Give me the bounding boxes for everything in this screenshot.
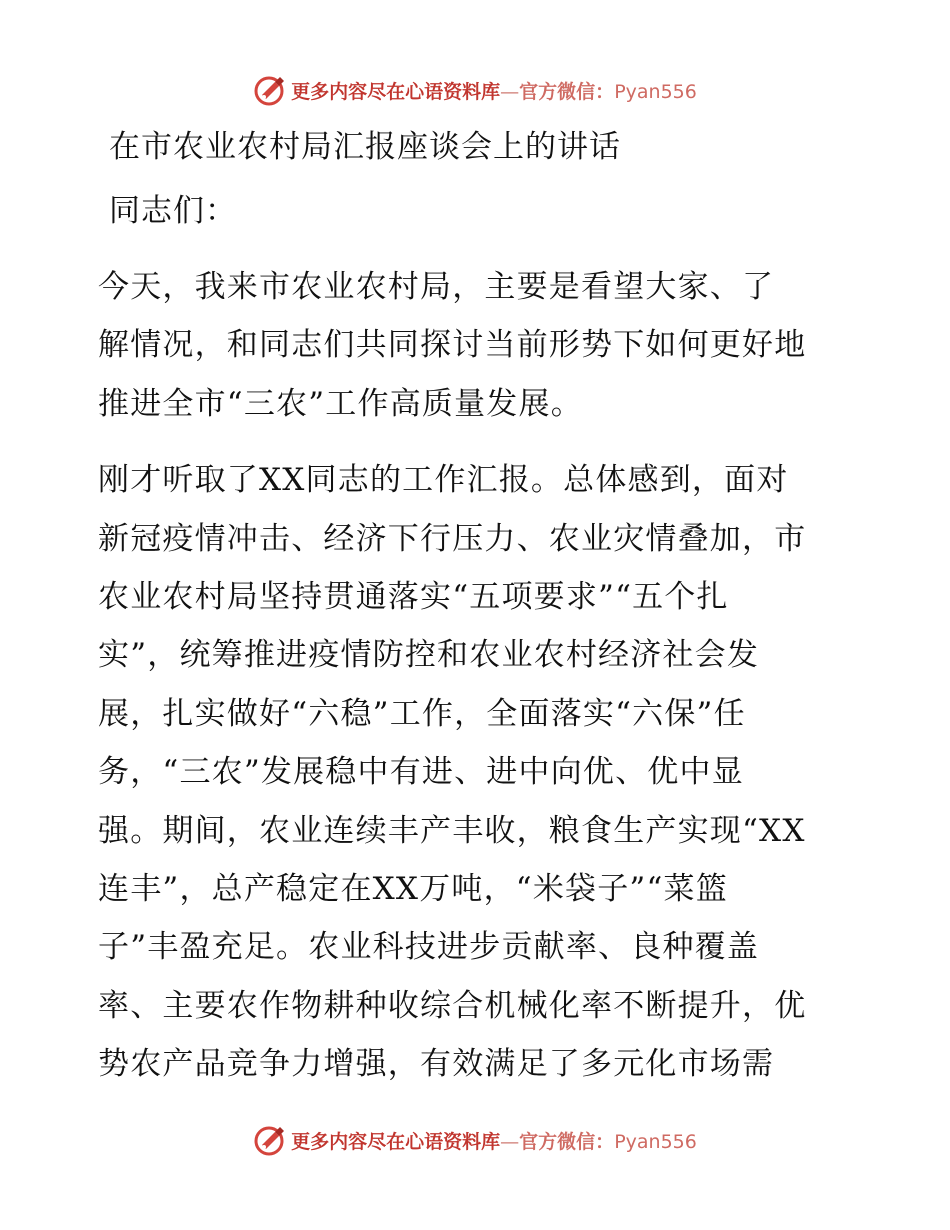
watermark-handle: Pyan556 bbox=[614, 1130, 697, 1153]
salutation: 同志们： bbox=[109, 193, 237, 229]
paragraph-line: 强。期间，农业连续丰产丰收，粮食生产实现“XX bbox=[98, 812, 806, 849]
paragraph-line: 刚才听取了XX同志的工作汇报。总体感到，面对 bbox=[98, 462, 789, 499]
paragraph-line: 新冠疫情冲击、经济下行压力、农业灾情叠加，市 bbox=[98, 520, 807, 557]
watermark-separator: — bbox=[500, 1130, 520, 1153]
watermark-group bbox=[253, 1123, 697, 1157]
paragraph-1 bbox=[98, 258, 858, 433]
footer-watermark bbox=[0, 1120, 950, 1160]
paragraph-line: 率、主要农作物耕种收综合机械化率不断提升，优 bbox=[98, 987, 807, 1024]
paragraph-line: 务，“三农”发展稳中有进、进中向优、优中显 bbox=[98, 754, 744, 791]
paragraph-2 bbox=[98, 451, 858, 1093]
paragraph-line: 子”丰盈充足。农业科技进步贡献率、良种覆盖 bbox=[98, 929, 760, 966]
pen-logo-icon bbox=[253, 1123, 287, 1157]
paragraph-line: 农业农村局坚持贯通落实“五项要求”“五个扎 bbox=[98, 579, 729, 616]
pen-logo-icon bbox=[253, 73, 287, 107]
watermark-text bbox=[291, 1127, 697, 1154]
watermark-brand: 更多内容尽在心语资料库 bbox=[291, 80, 501, 103]
document-body bbox=[98, 118, 858, 1094]
paragraph-line: 势农产品竞争力增强，有效满足了多元化市场需 bbox=[98, 1046, 775, 1083]
paragraph-line: 解情况，和同志们共同探讨当前形势下如何更好地 bbox=[98, 327, 807, 364]
watermark-brand: 更多内容尽在心语资料库 bbox=[291, 1130, 501, 1153]
document-title: 在市农业农村局汇报座谈会上的讲话 bbox=[109, 129, 621, 165]
watermark-group bbox=[253, 73, 697, 107]
watermark-label: 官方微信： bbox=[519, 1130, 615, 1153]
paragraph-line: 展，扎实做好“六稳”工作，全面落实“六保”任 bbox=[98, 695, 746, 732]
watermark-label: 官方微信： bbox=[519, 80, 615, 103]
header-watermark bbox=[0, 70, 950, 110]
paragraph-line: 今天，我来市农业农村局，主要是看望大家、了 bbox=[98, 269, 775, 305]
paragraph-line: 连丰”，总产稳定在XX万吨，“米袋子”“菜篮 bbox=[98, 871, 728, 908]
watermark-handle: Pyan556 bbox=[614, 80, 697, 103]
paragraph-line: 推进全市“三农”工作高质量发展。 bbox=[98, 385, 583, 422]
watermark-text bbox=[291, 77, 697, 104]
paragraph-line: 实”，统筹推进疫情防控和农业农村经济社会发 bbox=[98, 637, 760, 674]
watermark-separator: — bbox=[500, 80, 520, 103]
